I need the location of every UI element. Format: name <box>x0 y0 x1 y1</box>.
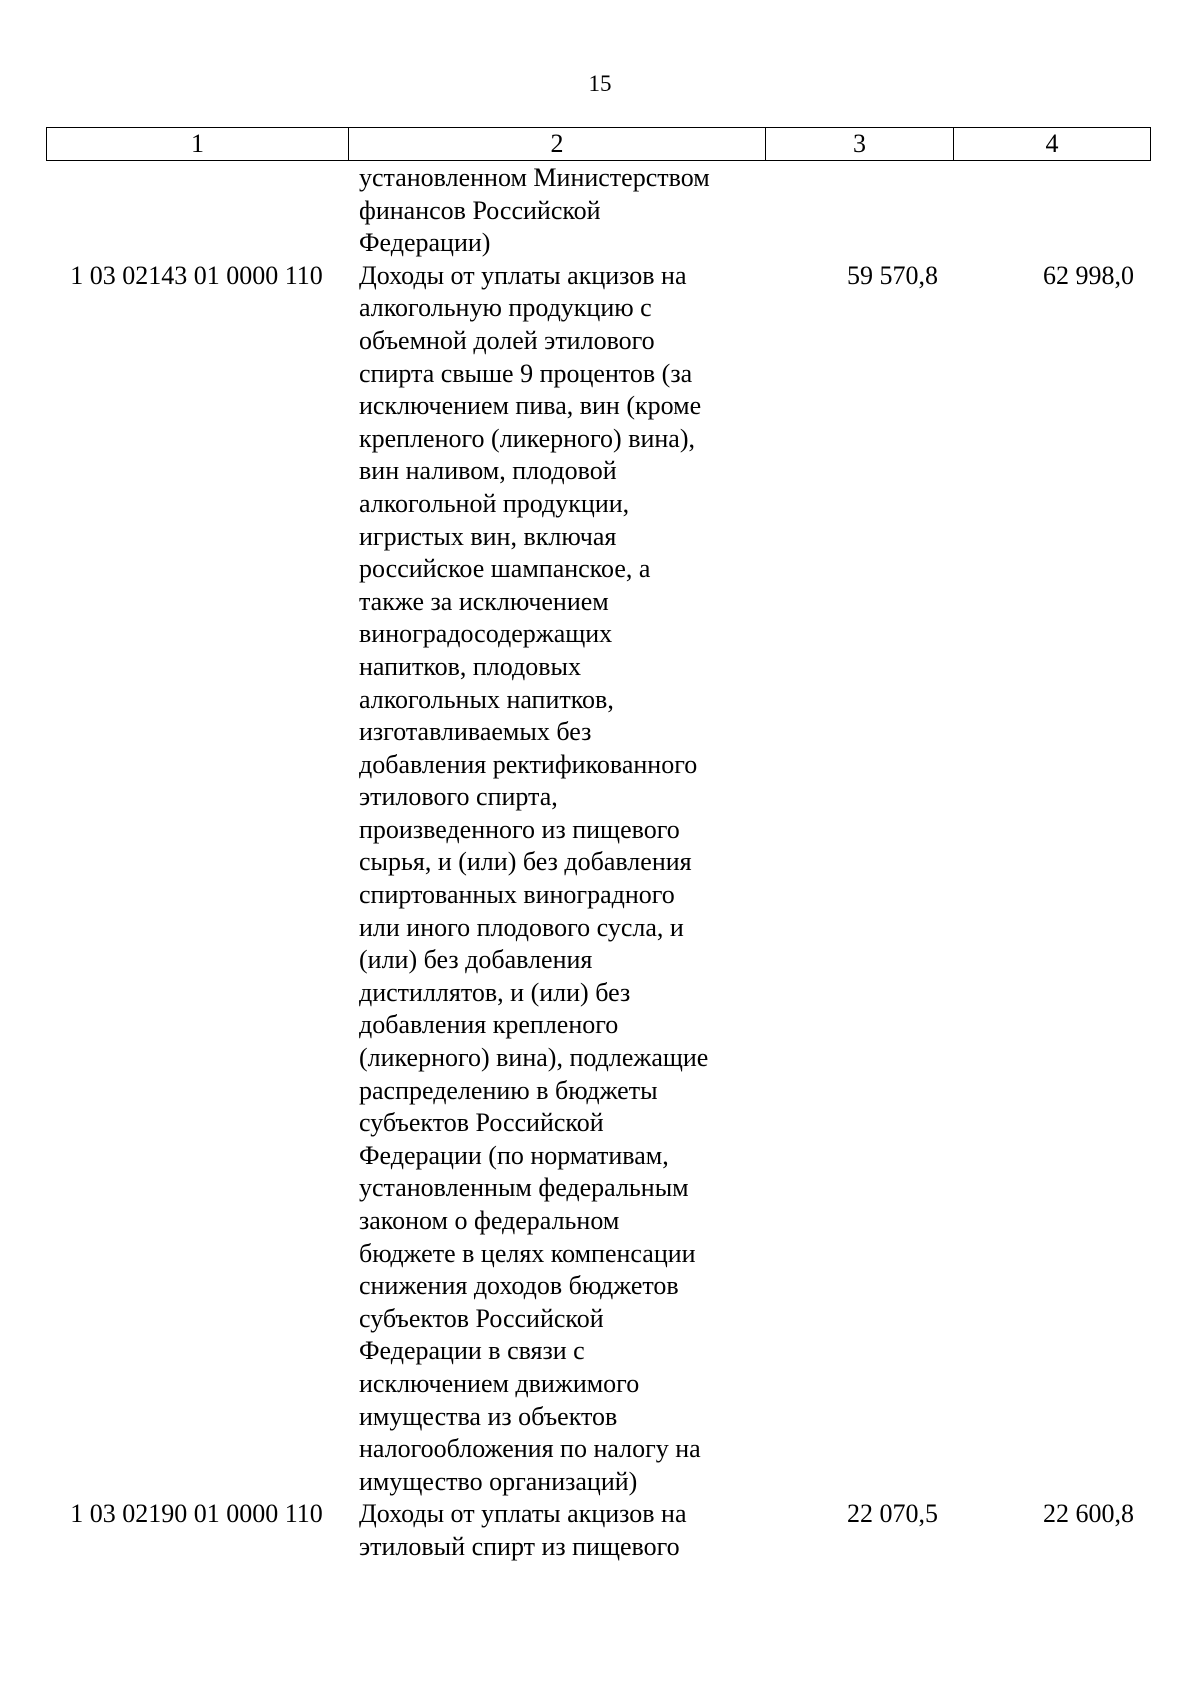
column-header-2: 2 <box>349 128 766 161</box>
description-cell <box>347 1498 763 1563</box>
description-line: субъектов Российской <box>359 1303 604 1333</box>
description-line: напитков, плодовых <box>359 651 582 681</box>
description-line: (ликерного) вина), подлежащие <box>359 1043 709 1073</box>
description-line: изготавливаемых без <box>359 717 592 747</box>
description-line: налогообложения по налогу на <box>359 1434 701 1464</box>
description-line: исключением пива, вин (кроме <box>359 391 702 421</box>
description-cell <box>347 162 763 260</box>
description-line: Федерации в связи с <box>359 1336 585 1366</box>
column-header-row <box>47 128 1151 161</box>
value-col3-cell <box>763 162 950 260</box>
description-line: сырья, и (или) без добавления <box>359 847 692 877</box>
page-number: 15 <box>588 71 612 96</box>
description-line: законом о федеральном <box>359 1206 620 1235</box>
description-line: или иного плодового сусла, и <box>359 912 684 942</box>
column-header-1: 1 <box>47 128 349 161</box>
column-header-table <box>46 127 1151 161</box>
description-line: дистиллятов, и (или) без <box>359 977 631 1007</box>
description-cell <box>347 260 763 1499</box>
value-col3-cell: 59 570,8 <box>847 260 938 290</box>
column-header-3: 3 <box>766 128 954 161</box>
description-line: Федерации (по нормативам, <box>359 1140 669 1170</box>
code-cell: 1 03 02143 01 0000 110 <box>70 260 323 290</box>
description-line: Доходы от уплаты акцизов на <box>359 260 687 290</box>
column-header-4: 4 <box>954 128 1151 161</box>
description-line: произведенного из пищевого <box>359 814 680 844</box>
description-line: игристых вин, включая <box>359 521 617 551</box>
description-line: финансов Российской <box>359 195 601 225</box>
description-line: добавления ректификованного <box>359 749 698 779</box>
code-cell <box>46 162 347 260</box>
description-line: установленным федеральным <box>359 1173 689 1203</box>
code-cell: 1 03 02190 01 0000 110 <box>70 1499 323 1529</box>
value-col3-cell: 22 070,5 <box>847 1499 938 1529</box>
value-col4-cell: 22 600,8 <box>1043 1499 1134 1529</box>
table-row <box>46 260 1146 1499</box>
description-line: добавления крепленого <box>359 1010 619 1040</box>
description-line: российское шампанское, а <box>359 554 651 584</box>
table-body <box>46 162 1146 1564</box>
description-line: объемной долей этилового <box>359 325 655 355</box>
description-line: Федерации) <box>359 228 491 258</box>
description-line: алкогольной продукции, <box>359 488 630 518</box>
description-line: алкогольную продукцию с <box>359 293 652 323</box>
description-line: также за исключением <box>359 586 609 616</box>
description-line: крепленого (ликерного) вина), <box>359 423 695 453</box>
description-line: исключением движимого <box>359 1368 640 1398</box>
description-line: имущества из объектов <box>359 1401 618 1431</box>
table-row <box>46 1498 1146 1563</box>
description-line: субъектов Российской <box>359 1108 604 1138</box>
description-line: (или) без добавления <box>359 945 593 975</box>
value-col4-cell: 62 998,0 <box>1043 260 1134 290</box>
description-line: этиловый спирт из пищевого <box>359 1531 680 1561</box>
description-line: Доходы от уплаты акцизов на <box>359 1499 687 1529</box>
description-line: бюджете в целях компенсации <box>359 1238 696 1268</box>
description-line: снижения доходов бюджетов <box>359 1271 679 1301</box>
value-col4-cell <box>950 162 1146 260</box>
continuation-row <box>46 162 1146 260</box>
description-line: имущество организаций) <box>359 1466 638 1496</box>
description-line: спиртованных виноградного <box>359 880 675 910</box>
description-line: этилового спирта, <box>359 782 558 812</box>
description-line: виноградосодержащих <box>359 619 613 649</box>
description-line: вин наливом, плодовой <box>359 456 617 486</box>
description-line: спирта свыше 9 процентов (за <box>359 358 693 388</box>
description-line: распределению в бюджеты <box>359 1075 658 1105</box>
rows-container <box>46 260 1146 1564</box>
description-line: установленном Министерством <box>359 163 710 192</box>
description-line: алкогольных напитков, <box>359 684 614 714</box>
